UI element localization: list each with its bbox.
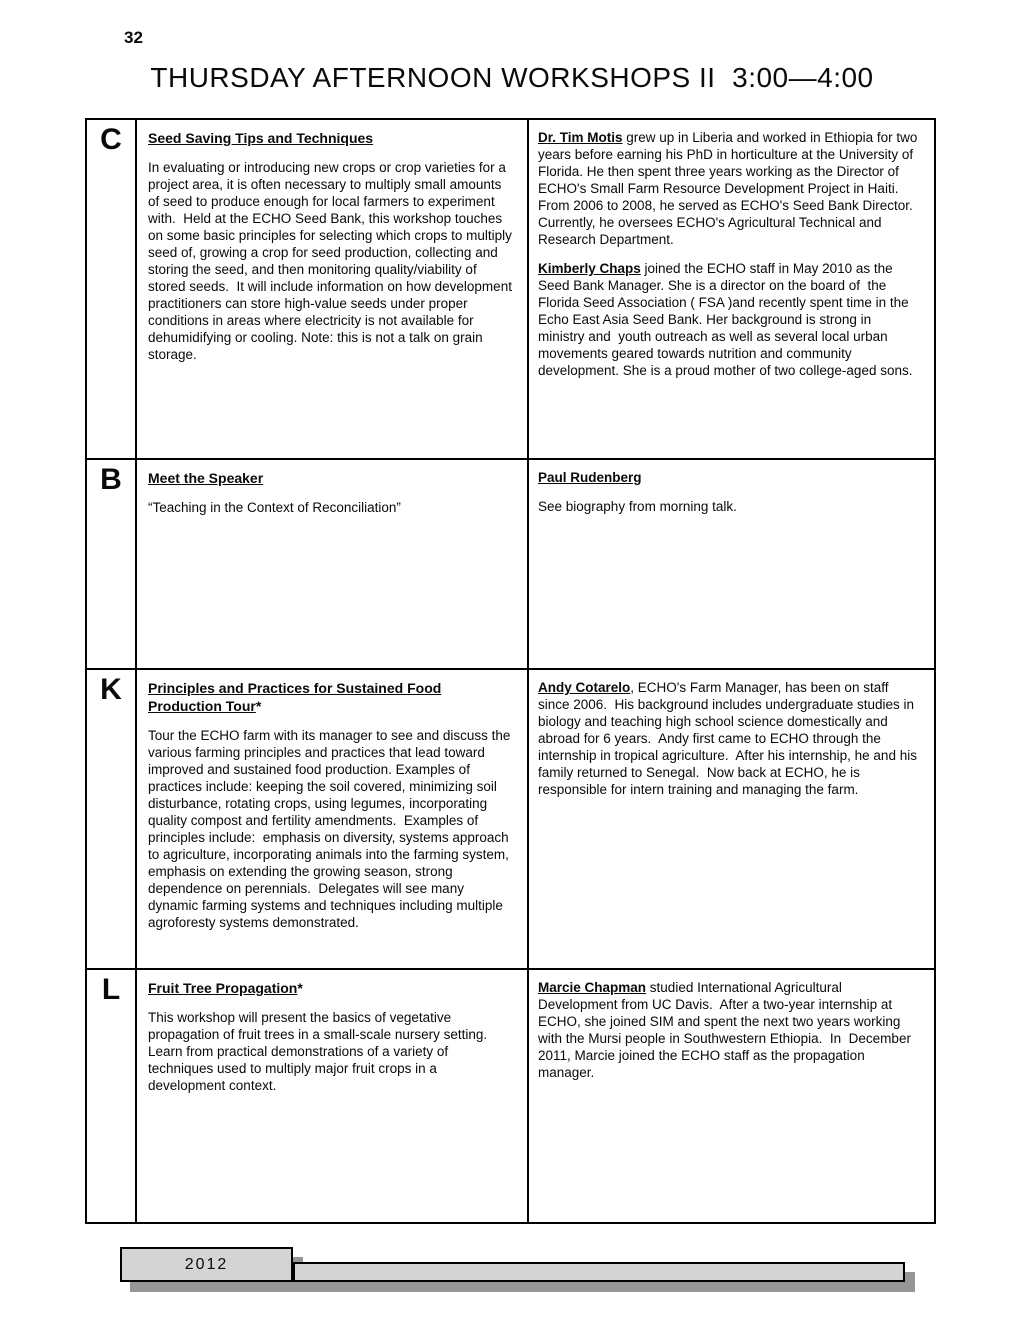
page-number: 32: [124, 28, 143, 47]
workshop-description-cell: [137, 460, 529, 670]
track-letter: B: [87, 460, 137, 670]
speaker-name: Dr. Tim Motis: [538, 130, 623, 145]
workshop-title-suffix: *: [297, 980, 303, 996]
year-bar: [293, 1262, 905, 1282]
track-letter: C: [87, 120, 137, 460]
bio-text: See biography from morning talk.: [538, 499, 737, 514]
speaker-bio-cell: [529, 670, 934, 970]
workshop-title: [148, 129, 515, 147]
bio-paragraph: [538, 129, 920, 248]
workshop-description-cell: [137, 120, 529, 460]
workshop-body: In evaluating or introducing new crops or crop varieties for a project area, it is often necessary to multiply small amounts of seed to produce enough for local farmers to experiment with. Held at the ECHO Seed Bank, this workshop touches on some basic principles for selecting which crops to multiply seed of, growing a crop for seed production, collecting and storing the seed, and then monitoring quality/viability of stored seeds. It will include information on how development practitioners can store high-value seeds under proper conditions in areas where electricity is not available for dehumidifying or cooling. Note: this is not a talk on grain storage.: [148, 160, 516, 362]
page-title: THURSDAY AFTERNOON WORKSHOPS II 3:00—4:00: [150, 62, 874, 93]
year-label: 2012: [184, 1255, 229, 1273]
workshop-description-cell: [137, 670, 529, 970]
bio-paragraph: [538, 469, 920, 486]
workshop-title: [148, 469, 515, 487]
workshop-title-text: Meet the Speaker: [148, 470, 264, 486]
bio-text: grew up in Liberia and worked in Ethiopia for two years before earning his PhD in horticulture at the University of Florida. He then spent three years working as the Director of ECHO's Small Farm Resource Development Project in Haiti. From 2006 to 2008, he served as ECHO's Seed Bank Director. Currently, he oversees ECHO's Agricultural Technical and Research Department.: [538, 130, 922, 247]
bio-text: , ECHO's Farm Manager, has been on staff since 2006. His background includes undergraduate studies in biology and teaching high school science domestically and abroad for 6 years. Andy first came to ECHO through the internship in tropical agriculture. After his internship, he and his family returned to Senegal. Now back at ECHO, he is responsible for intern training and managing the farm.: [538, 680, 921, 797]
workshop-body: Tour the ECHO farm with its manager to see and discuss the various farming principles and practices that lead toward improved and sustained food production. Examples of practices include: keeping the soil covered, minimizing soil disturbance, rotating crops, using legumes, incorporating quality compost and fertility amendments. Examples of principles include: emphasis on diversity, systems approach to agriculture, incorporating animals into the farming system, emphasis on extending the growing season, strong dependence on perennials. Delegates will see many dynamic farming systems and techniques including multiple agroforesty systems demonstrated.: [148, 728, 515, 930]
bio-paragraph: [538, 260, 920, 379]
speaker-name: Andy Cotarelo: [538, 680, 631, 695]
workshop-title-suffix: *: [255, 698, 262, 714]
bio-paragraph: [538, 979, 920, 1081]
speaker-name: Kimberly Chaps: [538, 261, 641, 276]
track-letter: L: [87, 970, 137, 1222]
workshop-body: “Teaching in the Context of Reconciliation”: [148, 500, 401, 515]
bio-text: studied International Agricultural Development from UC Davis. After a two-year internship at ECHO, she joined SIM and spent the next two years working with the Mursi people in Southwestern Ethiopia. In December 2011, Marcie joined the ECHO staff as the propagation manager.: [538, 980, 915, 1080]
workshop-title: [148, 679, 515, 715]
bio-paragraph: [538, 679, 920, 798]
speaker-name: Marcie Chapman: [538, 980, 647, 995]
workshop-title-text: Fruit Tree Propagation: [148, 980, 298, 996]
bio-text: joined the ECHO staff in May 2010 as the Seed Bank Manager. She is a director on the board of the Florida Seed Association ( FSA )and recently spent time in the Echo East Asia Seed Bank. Her background is strong in ministry and youth outreach as well as several local urban movements geared towards nutrition and community development. She is a proud mother of two college-aged sons.: [538, 261, 913, 378]
workshop-table: [85, 118, 936, 1224]
speaker-bio-cell: [529, 970, 934, 1222]
workshop-description-cell: [137, 970, 529, 1222]
track-letter: K: [87, 670, 137, 970]
speaker-bio-cell: [529, 120, 934, 460]
workshop-body: This workshop will present the basics of vegetative propagation of fruit trees in a small-scale nursery setting. Learn from practical demonstrations of a variety of techniques used to multiply major fruit crops in a development context.: [148, 1010, 491, 1093]
year-tab: [120, 1247, 293, 1282]
workshop-title-text: Seed Saving Tips and Techniques: [148, 130, 374, 146]
workshop-title: [148, 979, 515, 997]
speaker-name: Paul Rudenberg: [538, 470, 642, 485]
bio-paragraph: [538, 498, 920, 515]
workshop-title-text: Principles and Practices for Sustained Food Production Tour: [148, 680, 442, 714]
speaker-bio-cell: [529, 460, 934, 670]
